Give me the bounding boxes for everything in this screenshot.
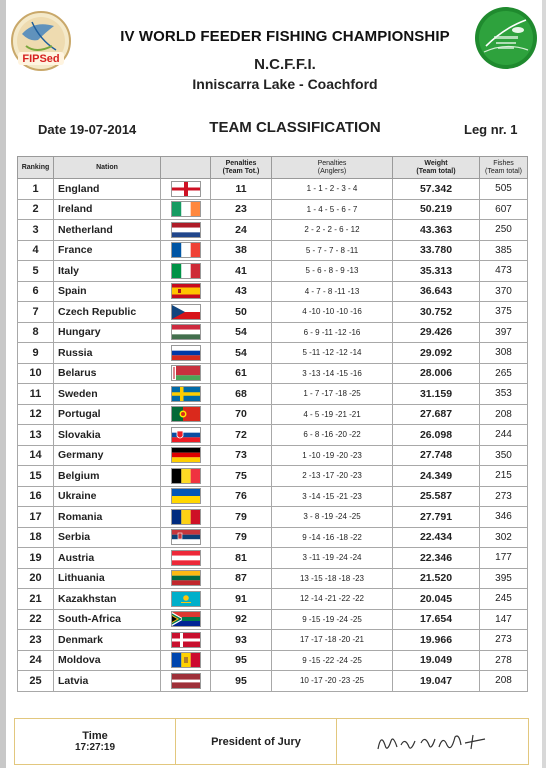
flag-cell <box>161 445 211 466</box>
weight-cell: 27.687 <box>393 404 480 425</box>
rank-cell: 13 <box>18 425 54 446</box>
penalties-cell: 93 <box>211 630 272 651</box>
rank-cell: 1 <box>18 179 54 200</box>
weight-header-line1: Weight <box>424 159 448 167</box>
fishes-cell: 147 <box>480 609 528 630</box>
rank-cell: 17 <box>18 507 54 528</box>
angler-penalties-cell: 3 -14 -15 -21 -23 <box>272 486 393 507</box>
table-row <box>18 589 528 610</box>
angler-penalties-cell: 17 -17 -18 -20 -21 <box>272 630 393 651</box>
nation-cell: Lithuania <box>54 568 161 589</box>
angler-penalties-cell: 5 - 6 - 8 - 9 -13 <box>272 261 393 282</box>
weight-cell: 27.748 <box>393 445 480 466</box>
flag-cell <box>161 527 211 548</box>
flag-cell <box>161 363 211 384</box>
ukraine-flag-icon <box>161 488 210 504</box>
table-row <box>18 363 528 384</box>
weight-cell: 26.098 <box>393 425 480 446</box>
romania-flag-icon <box>161 509 210 525</box>
table-row <box>18 425 528 446</box>
table-row <box>18 322 528 343</box>
anglers-header-line1: Penalties <box>317 159 347 167</box>
fishes-cell: 208 <box>480 671 528 692</box>
nation-cell: Italy <box>54 261 161 282</box>
penalties-cell: 70 <box>211 404 272 425</box>
president-of-jury-label: President of Jury <box>211 735 301 748</box>
nation-cell: Serbia <box>54 527 161 548</box>
fishes-cell: 308 <box>480 343 528 364</box>
fishes-cell: 395 <box>480 568 528 589</box>
nation-cell: Belarus <box>54 363 161 384</box>
signature-cell <box>337 719 528 764</box>
germany-flag-icon <box>161 447 210 463</box>
table-row <box>18 650 528 671</box>
rank-cell: 6 <box>18 281 54 302</box>
rank-cell: 8 <box>18 322 54 343</box>
flag-cell <box>161 650 211 671</box>
rank-cell: 14 <box>18 445 54 466</box>
nation-cell: Kazakhstan <box>54 589 161 610</box>
angler-penalties-cell: 5 -11 -12 -12 -14 <box>272 343 393 364</box>
belgium-flag-icon <box>161 468 210 484</box>
angler-penalties-cell: 4 -10 -10 -10 -16 <box>272 302 393 323</box>
penalties-cell: 91 <box>211 589 272 610</box>
weight-cell: 28.006 <box>393 363 480 384</box>
france-flag-icon <box>161 242 210 258</box>
angler-penalties-cell: 3 -11 -19 -24 -24 <box>272 548 393 569</box>
penalties-cell: 24 <box>211 220 272 241</box>
time-value: 17:27:19 <box>74 742 116 753</box>
rank-cell: 3 <box>18 220 54 241</box>
rank-cell: 5 <box>18 261 54 282</box>
nation-cell: Belgium <box>54 466 161 487</box>
weight-cell: 19.049 <box>393 650 480 671</box>
penalties-cell: 72 <box>211 425 272 446</box>
nation-cell: Czech Republic <box>54 302 161 323</box>
slovakia-flag-icon <box>161 427 210 443</box>
anglers-header-line2: (Anglers) <box>317 167 347 175</box>
weight-cell: 22.434 <box>393 527 480 548</box>
nation-cell: Russia <box>54 343 161 364</box>
lithuania-flag-icon <box>161 570 210 586</box>
nation-cell: Romania <box>54 507 161 528</box>
fishes-cell: 350 <box>480 445 528 466</box>
rank-cell: 24 <box>18 650 54 671</box>
fishes-cell: 385 <box>480 240 528 261</box>
flag-cell <box>161 425 211 446</box>
nation-cell: Hungary <box>54 322 161 343</box>
table-row <box>18 630 528 651</box>
rank-cell: 16 <box>18 486 54 507</box>
fishes-cell: 353 <box>480 384 528 405</box>
rank-cell: 19 <box>18 548 54 569</box>
nation-cell: Moldova <box>54 650 161 671</box>
weight-cell: 21.520 <box>393 568 480 589</box>
flag-cell <box>161 671 211 692</box>
italy-flag-icon <box>161 263 210 279</box>
portugal-flag-icon <box>161 406 210 422</box>
rank-cell: 12 <box>18 404 54 425</box>
penalties-cell: 38 <box>211 240 272 261</box>
flag-header <box>161 157 211 179</box>
nation-cell: Ireland <box>54 199 161 220</box>
flag-cell <box>161 199 211 220</box>
angler-penalties-cell: 4 - 5 -19 -21 -21 <box>272 404 393 425</box>
table-row <box>18 466 528 487</box>
table-row <box>18 281 528 302</box>
table-row <box>18 671 528 692</box>
weight-cell: 29.092 <box>393 343 480 364</box>
nation-cell: Ukraine <box>54 486 161 507</box>
flag-cell <box>161 302 211 323</box>
flag-cell <box>161 568 211 589</box>
serbia-flag-icon <box>161 529 210 545</box>
weight-cell: 17.654 <box>393 609 480 630</box>
sweden-flag-icon <box>161 386 210 402</box>
fishes-header <box>480 157 528 179</box>
flag-cell <box>161 281 211 302</box>
penalties-cell: 11 <box>211 179 272 200</box>
angler-penalties-cell: 6 - 9 -11 -12 -16 <box>272 322 393 343</box>
weight-cell: 33.780 <box>393 240 480 261</box>
team-classification-table <box>17 156 528 692</box>
table-row <box>18 445 528 466</box>
fishes-cell: 278 <box>480 650 528 671</box>
weight-cell: 25.587 <box>393 486 480 507</box>
angler-penalties-cell: 1 - 4 - 5 - 6 - 7 <box>272 199 393 220</box>
flag-cell <box>161 343 211 364</box>
fishes-cell: 273 <box>480 486 528 507</box>
penalties-cell: 50 <box>211 302 272 323</box>
penalties-cell: 23 <box>211 199 272 220</box>
nation-cell: Slovakia <box>54 425 161 446</box>
nation-cell: France <box>54 240 161 261</box>
angler-penalties-cell: 1 -10 -19 -20 -23 <box>272 445 393 466</box>
denmark-flag-icon <box>161 632 210 648</box>
rank-cell: 11 <box>18 384 54 405</box>
logo-left-text: FIPSed <box>22 53 60 65</box>
weight-cell: 22.346 <box>393 548 480 569</box>
rank-cell: 20 <box>18 568 54 589</box>
angler-penalties-cell: 9 -15 -19 -24 -25 <box>272 609 393 630</box>
angler-penalties-cell: 6 - 8 -16 -20 -22 <box>272 425 393 446</box>
anglers-header <box>272 157 393 179</box>
rank-cell: 25 <box>18 671 54 692</box>
penalties-cell: 54 <box>211 322 272 343</box>
flag-cell <box>161 609 211 630</box>
table-row <box>18 548 528 569</box>
nation-cell: Netherland <box>54 220 161 241</box>
ranking-header: Ranking <box>18 157 54 179</box>
flag-cell <box>161 466 211 487</box>
fishes-cell: 245 <box>480 589 528 610</box>
weight-cell: 35.313 <box>393 261 480 282</box>
table-row <box>18 302 528 323</box>
angler-penalties-cell: 10 -17 -20 -23 -25 <box>272 671 393 692</box>
nation-header: Nation <box>54 157 161 179</box>
penalties-cell: 87 <box>211 568 272 589</box>
kazakhstan-flag-icon <box>161 591 210 607</box>
angler-penalties-cell: 2 -13 -17 -20 -23 <box>272 466 393 487</box>
penalties-header <box>211 157 272 179</box>
page-frame-left <box>0 0 6 768</box>
table-row <box>18 527 528 548</box>
south-africa-flag-icon <box>161 611 210 627</box>
penalties-cell: 43 <box>211 281 272 302</box>
weight-cell: 29.426 <box>393 322 480 343</box>
nation-cell: Denmark <box>54 630 161 651</box>
penalties-cell: 95 <box>211 650 272 671</box>
fishes-cell: 244 <box>480 425 528 446</box>
nation-cell: South-Africa <box>54 609 161 630</box>
russia-flag-icon <box>161 345 210 361</box>
flag-cell <box>161 384 211 405</box>
spain-flag-icon <box>161 283 210 299</box>
angler-penalties-cell: 3 - 8 -19 -24 -25 <box>272 507 393 528</box>
fishes-cell: 177 <box>480 548 528 569</box>
nation-cell: Latvia <box>54 671 161 692</box>
footer-panel <box>14 718 529 765</box>
classification-title: TEAM CLASSIFICATION <box>209 119 381 136</box>
table-row <box>18 179 528 200</box>
penalties-cell: 81 <box>211 548 272 569</box>
fishes-cell: 370 <box>480 281 528 302</box>
fishes-cell: 208 <box>480 404 528 425</box>
rank-cell: 7 <box>18 302 54 323</box>
table-row <box>18 343 528 364</box>
fishes-header-line2: (Team total) <box>485 167 522 175</box>
hungary-flag-icon <box>161 324 210 340</box>
penalties-cell: 92 <box>211 609 272 630</box>
page-frame-right <box>542 0 546 768</box>
weight-cell: 50.219 <box>393 199 480 220</box>
jury-cell <box>176 719 337 764</box>
nation-cell: Spain <box>54 281 161 302</box>
netherlands-flag-icon <box>161 222 210 238</box>
rank-cell: 15 <box>18 466 54 487</box>
weight-cell: 43.363 <box>393 220 480 241</box>
flag-cell <box>161 179 211 200</box>
flag-cell <box>161 507 211 528</box>
fishes-cell: 346 <box>480 507 528 528</box>
fishes-cell: 607 <box>480 199 528 220</box>
penalties-cell: 79 <box>211 507 272 528</box>
angler-penalties-cell: 3 -13 -14 -15 -16 <box>272 363 393 384</box>
weight-cell: 27.791 <box>393 507 480 528</box>
fishes-cell: 250 <box>480 220 528 241</box>
nation-cell: Portugal <box>54 404 161 425</box>
flag-cell <box>161 630 211 651</box>
moldova-flag-icon <box>161 652 210 668</box>
fishes-cell: 265 <box>480 363 528 384</box>
organizer-name: N.C.F.F.I. <box>254 56 316 73</box>
angler-penalties-cell: 13 -15 -18 -18 -23 <box>272 568 393 589</box>
table-header-row <box>18 157 528 179</box>
weight-header <box>393 157 480 179</box>
competition-date: Date 19-07-2014 <box>38 122 137 137</box>
rank-cell: 4 <box>18 240 54 261</box>
time-cell <box>15 719 176 764</box>
penalties-cell: 79 <box>211 527 272 548</box>
penalties-cell: 41 <box>211 261 272 282</box>
penalties-cell: 76 <box>211 486 272 507</box>
weight-cell: 19.966 <box>393 630 480 651</box>
angler-penalties-cell: 2 - 2 - 2 - 6 - 12 <box>272 220 393 241</box>
fishes-cell: 215 <box>480 466 528 487</box>
weight-cell: 24.349 <box>393 466 480 487</box>
angler-penalties-cell: 9 -15 -22 -24 -25 <box>272 650 393 671</box>
belarus-flag-icon <box>161 365 210 381</box>
nation-cell: England <box>54 179 161 200</box>
flag-cell <box>161 240 211 261</box>
flag-cell <box>161 220 211 241</box>
rank-cell: 22 <box>18 609 54 630</box>
fishes-header-line1: Fishes <box>493 159 514 167</box>
angler-penalties-cell: 4 - 7 - 8 -11 -13 <box>272 281 393 302</box>
penalties-cell: 68 <box>211 384 272 405</box>
table-row <box>18 507 528 528</box>
fishes-cell: 375 <box>480 302 528 323</box>
table-row <box>18 384 528 405</box>
angler-penalties-cell: 5 - 7 - 7 - 8 -11 <box>272 240 393 261</box>
table-row <box>18 220 528 241</box>
fishes-cell: 273 <box>480 630 528 651</box>
england-flag-icon <box>161 181 210 197</box>
nation-cell: Germany <box>54 445 161 466</box>
penalties-cell: 95 <box>211 671 272 692</box>
fishes-cell: 505 <box>480 179 528 200</box>
weight-cell: 31.159 <box>393 384 480 405</box>
ireland-flag-icon <box>161 201 210 217</box>
table-row <box>18 568 528 589</box>
penalties-header-line1: Penalties <box>225 159 257 167</box>
venue-name: Inniscarra Lake - Coachford <box>192 76 378 92</box>
signature-icon <box>373 727 493 757</box>
rank-cell: 9 <box>18 343 54 364</box>
flag-cell <box>161 589 211 610</box>
rank-cell: 2 <box>18 199 54 220</box>
leg-number: Leg nr. 1 <box>464 122 518 137</box>
table-row <box>18 199 528 220</box>
flag-cell <box>161 322 211 343</box>
weight-cell: 20.045 <box>393 589 480 610</box>
penalties-cell: 73 <box>211 445 272 466</box>
weight-header-line2: (Team total) <box>416 167 456 175</box>
czech-flag-icon <box>161 304 210 320</box>
flag-cell <box>161 261 211 282</box>
angler-penalties-cell: 9 -14 -16 -18 -22 <box>272 527 393 548</box>
nation-cell: Sweden <box>54 384 161 405</box>
rank-cell: 23 <box>18 630 54 651</box>
penalties-cell: 61 <box>211 363 272 384</box>
angler-penalties-cell: 1 - 1 - 2 - 3 - 4 <box>272 179 393 200</box>
flag-cell <box>161 404 211 425</box>
table-row <box>18 404 528 425</box>
penalties-header-line2: (Team Tot.) <box>222 167 260 175</box>
table-row <box>18 240 528 261</box>
time-label: Time <box>82 730 108 742</box>
rank-cell: 18 <box>18 527 54 548</box>
latvia-flag-icon <box>161 673 210 689</box>
weight-cell: 30.752 <box>393 302 480 323</box>
rank-cell: 10 <box>18 363 54 384</box>
fishes-cell: 302 <box>480 527 528 548</box>
nation-cell: Austria <box>54 548 161 569</box>
fishes-cell: 397 <box>480 322 528 343</box>
rank-cell: 21 <box>18 589 54 610</box>
weight-cell: 19.047 <box>393 671 480 692</box>
weight-cell: 57.342 <box>393 179 480 200</box>
table-row <box>18 261 528 282</box>
angler-penalties-cell: 12 -14 -21 -22 -22 <box>272 589 393 610</box>
penalties-cell: 75 <box>211 466 272 487</box>
championship-title: IV WORLD FEEDER FISHING CHAMPIONSHIP <box>120 28 450 45</box>
fishes-cell: 473 <box>480 261 528 282</box>
fipsed-logo-icon <box>10 10 72 72</box>
austria-flag-icon <box>161 550 210 566</box>
flag-cell <box>161 486 211 507</box>
table-row <box>18 486 528 507</box>
table-row <box>18 609 528 630</box>
weight-cell: 36.643 <box>393 281 480 302</box>
flag-cell <box>161 548 211 569</box>
angler-penalties-cell: 1 - 7 -17 -18 -25 <box>272 384 393 405</box>
penalties-cell: 54 <box>211 343 272 364</box>
